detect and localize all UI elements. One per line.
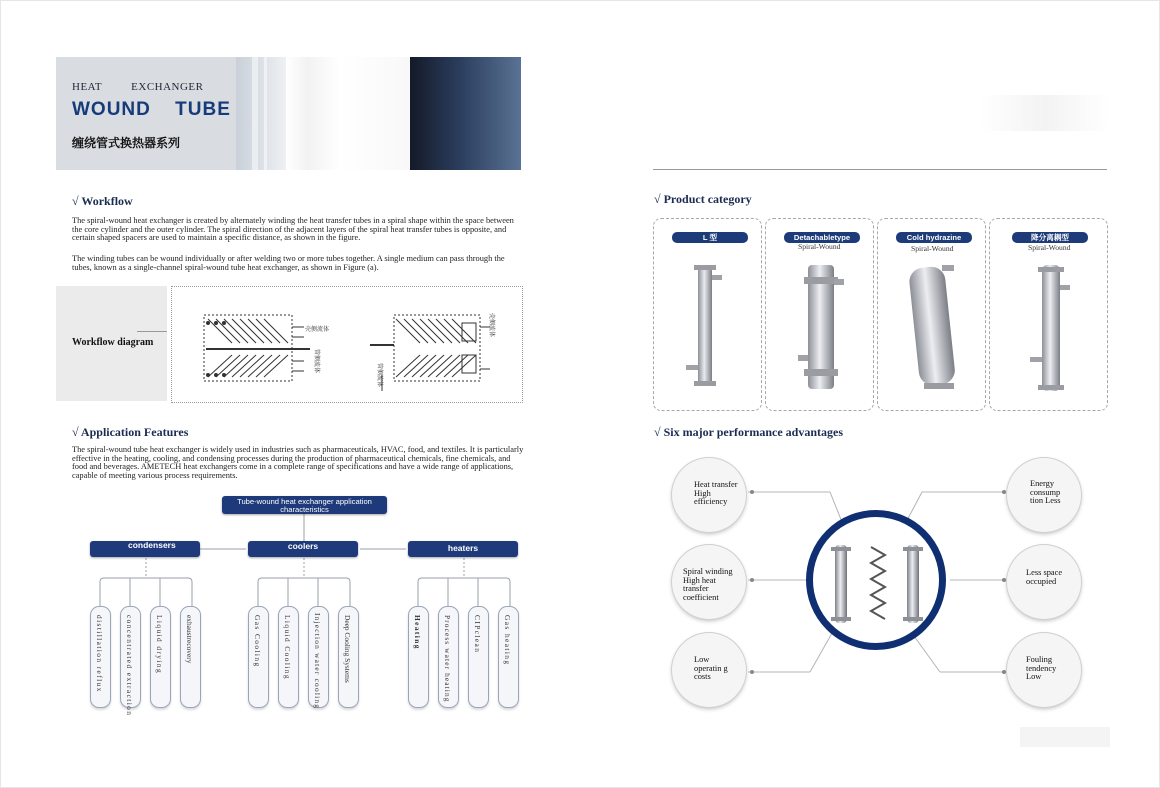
product-image-cold-hydrazine	[904, 259, 964, 399]
item-box	[468, 606, 489, 708]
group-coolers: coolers	[248, 541, 358, 557]
item-cip-clean: CIPclean	[473, 615, 482, 654]
wf-label-b1: 壳侧流体	[488, 313, 495, 338]
item-box	[438, 606, 459, 708]
item-gas-heating: Gas heating	[503, 615, 512, 666]
workflow-diagram	[171, 286, 523, 403]
product-card-separator	[989, 218, 1108, 411]
product-sub: Spiral-Wound	[798, 242, 841, 251]
banner-heat-exchanger: HEAT EXCHANGER	[72, 81, 204, 93]
workflow-para-2: The winding tubes can be wound individually or after welding two or more tubes together. A single medium can pass through the tubes, known as a single-channel spiral-wound tube heat exchanger, as shown in Figure (a).	[72, 254, 505, 272]
advantage-3: Spiral winding High heat transfer coefficient	[683, 567, 733, 602]
item-box	[308, 606, 329, 708]
product-title: √ Product category	[654, 192, 752, 206]
product-card-l-type	[653, 218, 762, 411]
item-box	[150, 606, 171, 708]
item-box	[120, 606, 141, 717]
application-para: The spiral-wound tube heat exchanger is widely used in industries such as pharmaceuticals, HVAC, food, and textiles. It is particularly effective in the heating, cooling, and condensing processes during the production of pharmaceutical chemicals, fine chemicals, and food and beverages. AMETECH heat exchangers come in a complete range of specifications and have a wide range of applications, capable of meeting various process requirements.	[72, 445, 524, 480]
item-box	[180, 606, 201, 708]
item-box	[248, 606, 269, 708]
application-root: Tube-wound heat exchanger application characteristics	[222, 496, 387, 514]
banner-wound-tube: WOUND TUBE	[72, 99, 231, 120]
product-tag: L 型	[672, 232, 748, 243]
product-sub: Spiral-Wound	[911, 244, 954, 253]
advantage-1: Heat transfer High efficiency	[694, 480, 738, 507]
item-injection-water-cooling: Injection water cooling	[313, 613, 322, 710]
banner-chinese-title: 缠绕管式换热器系列	[72, 136, 181, 150]
item-box	[90, 606, 111, 708]
product-tag: Detachabletype	[784, 232, 860, 243]
item-distillation-reflux: distillation reflux	[95, 615, 104, 693]
item-gas-cooling: Gas Cooling	[253, 615, 262, 668]
item-concentrated-extraction: concentrated extraction	[125, 615, 134, 717]
advantage-6: Fouling tendency Low	[1026, 655, 1057, 682]
product-card-detachable	[765, 218, 874, 411]
footer-blur	[1020, 727, 1110, 747]
workflow-diagram-label: Workflow diagram	[72, 337, 154, 348]
advantage-4: Less space occupied	[1026, 568, 1063, 586]
item-box	[408, 606, 429, 708]
item-box	[338, 606, 359, 708]
item-heating: Heating	[413, 615, 422, 650]
product-image-l-type	[684, 257, 734, 397]
advantage-2: Energy consump tion Less	[1030, 479, 1061, 506]
item-box	[278, 606, 299, 708]
application-title: √ Application Features	[72, 425, 189, 439]
wf-label-a2: 管侧流体	[313, 349, 320, 374]
central-product-image	[813, 517, 939, 643]
workflow-diagram-svg	[172, 287, 522, 402]
wf-label-b2: 管侧流体	[376, 363, 383, 388]
product-tag: Cold hydrazine	[896, 232, 972, 243]
group-heaters: heaters	[408, 541, 518, 557]
product-tag: 降分离耦型	[1012, 232, 1088, 243]
watermark-blur	[980, 95, 1110, 131]
item-liquid-cooling: Liquid Cooling	[283, 615, 292, 680]
header-banner	[56, 57, 521, 170]
item-box	[498, 606, 519, 708]
item-deep-cooling-systems: Deep Cooling Systems	[343, 615, 352, 683]
item-process-water-heating: Process water heating	[443, 615, 452, 703]
product-card-cold-hydrazine	[877, 218, 986, 411]
workflow-para-1: The spiral-wound heat exchanger is created by alternately winding the heat transfer tubes in a spiral shape within the space between the core cylinder and the outer cylinder. The spiral direction of the adjacent layers of the spiral heat transfer tubes is opposite, and certain shaped spacers are used to maintain a specific distance, as shown in the figure.	[72, 216, 514, 243]
advantages-title: √ Six major performance advantages	[654, 425, 844, 439]
advantage-5: Low operatin g costs	[694, 655, 728, 682]
product-image-detachable	[794, 259, 850, 399]
workflow-title: √ Workflow	[72, 194, 133, 208]
product-image-separator	[1026, 259, 1076, 399]
item-liquid-drying: Liquid drying	[155, 615, 164, 675]
central-product-ring	[806, 510, 946, 650]
group-condensers: condensers	[90, 541, 200, 557]
wf-label-a1: 壳侧流体	[305, 326, 330, 333]
item-exhaust-recovery: exhaustrecovery	[185, 615, 194, 664]
product-sub: Spiral-Wound	[1028, 243, 1071, 252]
header-rule	[653, 169, 1107, 170]
